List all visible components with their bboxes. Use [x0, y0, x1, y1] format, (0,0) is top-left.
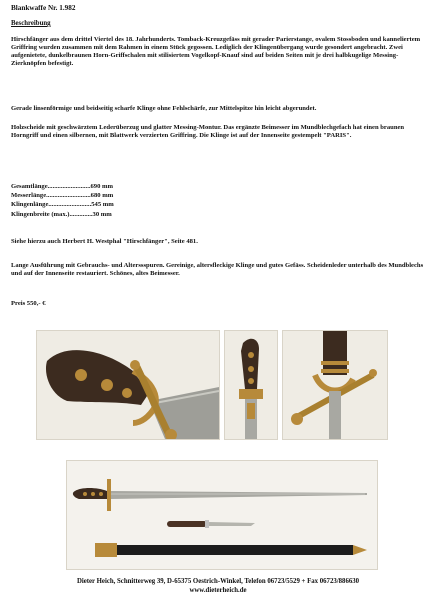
footer-website[interactable]: www.dieterheich.de	[189, 587, 247, 594]
condition-paragraph: Lange Ausführung mit Gebrauchs- und Alterssspuren. Gereinige, altersfleckige Klinge und gutes Gefäss. Scheidenleder unterhalb des Mundblechs und auf der Innenseite restauriert. Schönes, altes Beimesser.	[11, 262, 424, 277]
reference-note: Siehe hierzu auch Herbert H. Westphal "Hirschfänger", Seite 481.	[11, 238, 198, 245]
photo-full-set	[66, 460, 378, 570]
section-heading: Beschreibung	[11, 20, 51, 27]
description-paragraph-1: Hirschfänger aus dem drittel Viertel des 18. Jahrhunderts. Tomback-Kreuzgefäss mit gerader Parierstange, ovalem Stossboden und kanneliertem Griffring wurden zusammen mit dem Rahmen in einem Stück gegossen. Lediglich der Klingenübergang wurde gesondert angebracht. Zwei aufgenietete, dunkelbraunen Horn-Griffschalen mit stilisiertem Vogelkopf-Knauf sind auf beiden Seiten mit je drei halbkugelige Messing-Zierknöpfen befestigt.	[11, 36, 421, 67]
description-paragraph-2: Gerade linsenförmige und beidseitig scharfe Klinge ohne Fehlschärfe, zur Mittelspitze hin leicht abgerundet.	[11, 105, 317, 112]
full-set-image	[67, 461, 377, 569]
spec-blade-length: Klingenlänge..........................545 mm	[11, 201, 114, 209]
description-paragraph-3: Holzscheide mit geschwärztem Lederüberzug und glatter Messing-Montur. Das ergänzte Beimesser im Mundblechgefach hat einen braunen Horngriff und einen silbernen, mit Blattwerk verzierten Griffring. Die Klinge ist auf der Innenseite gestempelt "PARIS".	[11, 124, 405, 139]
photo-grip-side	[224, 330, 278, 440]
measurements-list	[11, 182, 311, 219]
spec-blade-width: Klingenbreite (max.)..............30 mm	[11, 210, 112, 218]
price: Preis 550,- €	[11, 300, 46, 307]
footer-address: Dieter Heich, Schnitterweg 39, D-65375 Oestrich-Winkel, Telefon 06723/5529 + Fax 06723/886630	[76, 578, 360, 585]
grip-side-image	[225, 331, 277, 439]
spec-knife-length: Messerlänge...........................680 mm	[11, 192, 114, 200]
photo-guard-closeup	[282, 330, 388, 440]
hilt-closeup-image	[37, 331, 219, 439]
photo-hilt-closeup	[36, 330, 220, 440]
document-title: Blankwaffe Nr. 1.982	[11, 4, 76, 12]
spec-total-length: Gesamtlänge..........................690 mm	[11, 183, 114, 190]
guard-closeup-image	[283, 331, 387, 439]
